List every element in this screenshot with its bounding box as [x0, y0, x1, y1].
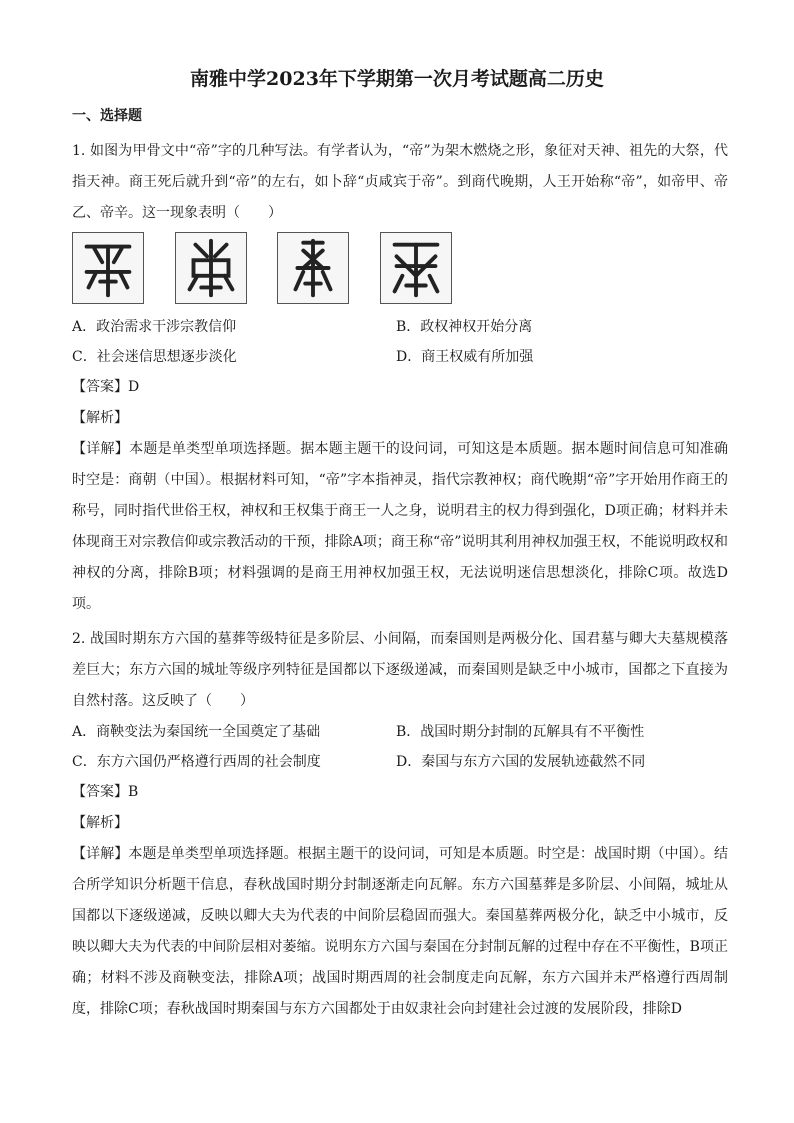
oracle-bone-di-glyph-3-icon — [277, 232, 349, 304]
question-1-option-d[interactable]: D．商王权威有所加强 — [396, 349, 534, 365]
question-2-answer: 【答案】B — [72, 784, 139, 800]
page-title: 南雅中学2023年下学期第一次月考试题高二历史 — [190, 68, 604, 90]
question-1-option-b[interactable]: B．政权神权开始分离 — [396, 319, 533, 335]
question-2-option-d[interactable]: D．秦国与东方六国的发展轨迹截然不同 — [396, 754, 646, 770]
oracle-bone-di-glyph-2-icon — [175, 232, 247, 304]
section-heading: 一、选择题 — [72, 108, 142, 124]
question-1-options-row-2 — [72, 342, 728, 372]
question-2-option-b[interactable]: B．战国时期分封制的瓦解具有不平衡性 — [396, 724, 645, 740]
question-1-analysis-label: 【解析】 — [72, 410, 128, 426]
question-2-stem: 2. 战国时期东方六国的墓葬等级特征是多阶层、小间隔，而秦国则是两极分化、国君墓与卿大夫墓规模落差巨大；东方六国的城址等级序列特征是国都以下逐级递减，而秦国则是缺乏中小城市，国都之下直接为自然村落。这反映了（ ） — [72, 631, 728, 709]
question-1-option-a[interactable]: A．政治需求干涉宗教信仰 — [72, 319, 237, 335]
question-2-option-a[interactable]: A．商鞅变法为秦国统一全国奠定了基础 — [72, 724, 321, 740]
question-1-body — [72, 312, 728, 620]
question-2 — [72, 624, 728, 1025]
question-2-analysis-label: 【解析】 — [72, 815, 128, 831]
question-2-detail: 【详解】本题是单类型单项选择题。根据主题干的设问词，可知是本质题。时空是：战国时期（中国）。结合所学知识分析题干信息，春秋战国时期分封制逐渐走向瓦解。东方六国墓葬是多阶层、小间隔，城址从国都以下逐级递减，反映以卿大夫为代表的中间阶层稳固而强大。秦国墓葬两极分化，缺乏中小城市，反映以卿大夫为代表的中间阶层相对萎缩。说明东方六国与秦国在分封制瓦解的过程中存在不平衡性，B项正确；材料不涉及商鞅变法，排除A项；战国时期西周的社会制度走向瓦解，东方六国并未严格遵行西周制度，排除C项；春秋战国时期秦国与东方六国都处于由奴隶社会向封建社会过渡的发展阶段，排除D — [72, 846, 728, 1017]
question-1-stem: 1. 如图为甲骨文中“帝”字的几种写法。有学者认为，“帝”为架木燃烧之形，象征对天神、祖先的大祭，代指天神。商王死后就升到“帝”的左右，如卜辞“贞咸宾于帝”。到商代晚期，人王开始称“帝”，如帝甲、帝乙、帝辛。这一现象表明（ ） — [72, 143, 728, 221]
question-1-options-row-1 — [72, 312, 728, 342]
question-1-answer: 【答案】D — [72, 379, 140, 395]
oracle-bone-di-glyph-4-icon — [380, 232, 452, 304]
question-2-options-row-2 — [72, 747, 728, 777]
question-1-detail: 【详解】本题是单类型单项选择题。据本题主题干的设问词，可知这是本质题。据本题时间信息可知准确时空是：商朝（中国）。根据材料可知，“帝”字本指神灵，指代宗教神权；商代晚期“帝”字开始用作商王的称号，同时指代世俗王权，神权和王权集于商王一人之身，说明君主的权力得到强化，D项正确；材料并未体现商王对宗教信仰或宗教活动的干预，排除A项；商王称“帝”说明其利用神权加强王权，不能说明政权和神权的分离，排除B项；材料强调的是商王用神权加强王权，无法说明迷信思想淡化，排除C项。故选D项。 — [72, 441, 728, 612]
question-1-option-c[interactable]: C．社会迷信思想逐步淡化 — [72, 349, 237, 365]
question-2-option-c[interactable]: C．东方六国仍严格遵行西周的社会制度 — [72, 754, 321, 770]
question-1 — [72, 136, 728, 229]
question-2-options-row-1 — [72, 717, 728, 747]
oracle-bone-di-glyph-1-icon — [72, 232, 144, 304]
